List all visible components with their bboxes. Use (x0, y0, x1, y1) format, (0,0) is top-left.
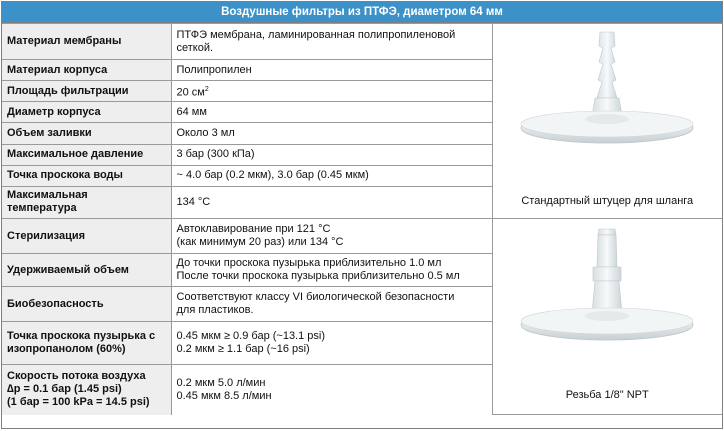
row-value: ПТФЭ мембрана, ламинированная полипропиленовой сеткой. (171, 24, 492, 60)
table-row (2, 24, 722, 60)
row-label: Точка проскока пузырька с изопропанолом (60%) (2, 322, 171, 365)
row-value: 3 бар (300 кПа) (171, 144, 492, 165)
row-value: 0.2 мкм 5.0 л/мин 0.45 мкм 8.5 л/мин (171, 365, 492, 415)
row-label: Стерилизация (2, 219, 171, 254)
hose-barb-filter-icon (507, 24, 707, 164)
table-title: Воздушные фильтры из ПТФЭ, диаметром 64 мм (2, 2, 722, 23)
row-label: Материал корпуса (2, 60, 171, 81)
row-value: Около 3 мл (171, 123, 492, 144)
row-value: Полипропилен (171, 60, 492, 81)
row-value: Соответствуют классу VI биологической безопасности для пластиков. (171, 287, 492, 322)
row-label: Материал мембраны (2, 24, 171, 60)
row-label: Диаметр корпуса (2, 102, 171, 123)
row-label: Скорость потока воздуха ∆p = 0.1 бар (1.45 psi) (1 бар = 100 kPa = 14.5 psi) (2, 365, 171, 415)
spec-table (2, 23, 722, 415)
row-value: 0.45 мкм ≥ 0.9 бар (~13.1 psi) 0.2 мкм ≥ 1.1 бар (~16 psi) (171, 322, 492, 365)
row-label: Максимальная температура (2, 186, 171, 218)
image-caption: Резьба 1/8" NPT (565, 389, 649, 401)
image-caption: Стандартный штуцер для шланга (521, 195, 694, 207)
row-value: ~ 4.0 бар (0.2 мкм), 3.0 бар (0.45 мкм) (171, 165, 492, 186)
row-value: До точки проскока пузырька приблизительно 1.0 мл После точки проскока пузырька приблизительно 0.5 мл (171, 254, 492, 287)
row-value: Автоклавирование при 121 °C (как минимум 20 раз) или 134 °C (171, 219, 492, 254)
row-label: Объем заливки (2, 123, 171, 144)
row-label: Максимальное давление (2, 144, 171, 165)
row-label: Площадь фильтрации (2, 81, 171, 102)
npt-thread-filter-icon (507, 221, 707, 371)
row-label: Точка проскока воды (2, 165, 171, 186)
image-cell-npt-thread (492, 219, 722, 415)
row-label: Биобезопасность (2, 287, 171, 322)
spec-sheet (1, 1, 723, 429)
row-value: 134 °C (171, 186, 492, 218)
table-row (2, 219, 722, 254)
row-value: 64 мм (171, 102, 492, 123)
image-cell-hose-barb (492, 24, 722, 219)
row-label: Удерживаемый объем (2, 254, 171, 287)
row-value: 20 $см^2$ (171, 81, 492, 102)
